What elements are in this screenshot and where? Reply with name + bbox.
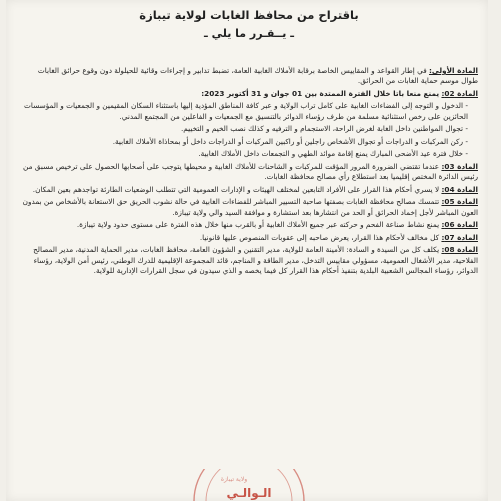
article-4: المادة 04: لا يسري أحكام هذا القرار على الأفراد التابعين لمختلف الهيئات و الإدارات العمومية التي تتطلب الوضعيات الطارئة تواجدهم بعين المكان. [32, 184, 478, 194]
article-3: المادة 03: عندما تقتضي الضرورة المرور المؤقت للمركبات و الشاحنات للأملاك الغابية و محيطها يتوجب على أصحابها الحصول على ترخيص مسبق من رئيس الدائرة المختص إقليميا بعد استطلاع رأي مصالح محافظة الغابات. [23, 161, 478, 182]
article-6: المادة 06: يمنع نشاط صناعة الفحم و حركته عبر جميع الأملاك الغابية أو بالقرب منها خلال هذه الفترة على مستوى حدود ولاية تيبازة. [76, 220, 478, 230]
decree-body [20, 66, 478, 278]
article-2: المادة 02: يمنع منعا باتا خلال الفترة الممتدة بين 01 جوان و 31 أكتوبر 2023: [201, 88, 478, 98]
decree-decides-title: ـ يــقـرر ما يلي ـ [203, 27, 295, 40]
official-stamp-and-signature [174, 469, 334, 501]
article-2-item-1: - الدخول و التوجه إلى الفضاءات الغابية على كامل تراب الولاية و عبر كافة المناطق المؤدية إليها باستثناء السكان المقيمين و الجمعيات و المؤسسات الحائزين على رخص استثنائية مسلمة من طرف رؤساء الدوائر بالتنسيق مع الجمعيات و الفاعلين من المجتمع المدني. [24, 101, 468, 121]
article-1: المادة الأولى: في إطار القواعد و المقاييس الخاصة برقابة الأملاك الغابية العامة، تضبط تدابير و إجراءات وقائية للحيلولة دون وقوع حرائق الغابات طوال موسم حماية الغابات من الحرائق. [37, 66, 478, 86]
article-7: المادة 07: كل مخالف لأحكام هذا القرار، يعرض صاحبه إلى عقوبات المنصوص عليها قانونيا. [199, 232, 478, 242]
article-5: المادة 05: تتمسك مصالح محافظة الغابات بصفتها صاحبة التسيير المباشر للفضاءات الغابية في حالة نشوب الحريق حق الاستعانة بالأشخاص من بمدون العون المباشر لأجل إخماد الحرائق أو الحد من انتشارها بعد استشارة و موافقة السيد والي ولاية تيبازة. [22, 197, 478, 217]
article-2-item-4: - خلال فترة عيد الأضحى المبارك يمنع إقامة موائد الطهي و التجمعات داخل الأملاك الغابية. [198, 149, 468, 159]
decree-document [20, 10, 478, 501]
document-page [6, 0, 488, 501]
decree-header: باقتراح من محافظ الغابات لولاية تيبازة [139, 8, 359, 22]
article-8: المادة 08: يكلف كل من السيدة و السادة: الأمينة العامة للولاية، مدير التقنين و الشؤون العامة، محافظ الغابات، مدير الحماية المدنية، مدير المصالح الفلاحية، مدير الأشغال العمومية، مسؤولي مقاييس التدخل، مدير الطاقة و المناجم، قائد المجموعة الإقليمية للدرك الوطني، رئيس أمن الولاية، رؤساء الدوائر، رؤساء المجالس الشعبية البلدية بتنفيذ أحكام هذا القرار كل فيما يخصه و الذي سيدون في سجل القرارات الإدارية للولاية. [33, 245, 478, 275]
stamp-text: ولاية تيبازة [220, 476, 248, 483]
article-2-item-2: - تجوال المواطنين داخل الغابة لغرض الراحة، الاستجمام و الترفيه و كذلك نصب الخيم و التخييم. [180, 124, 468, 134]
signature-title: الـوالـي [226, 486, 272, 500]
article-2-item-3: - ركن المركبات و الدراجات أو تجوال الأشخاص راجلين أو راكبين المركبات أو الدراجات داخل أو بمحاذاة الأملاك الغابية. [112, 136, 468, 146]
